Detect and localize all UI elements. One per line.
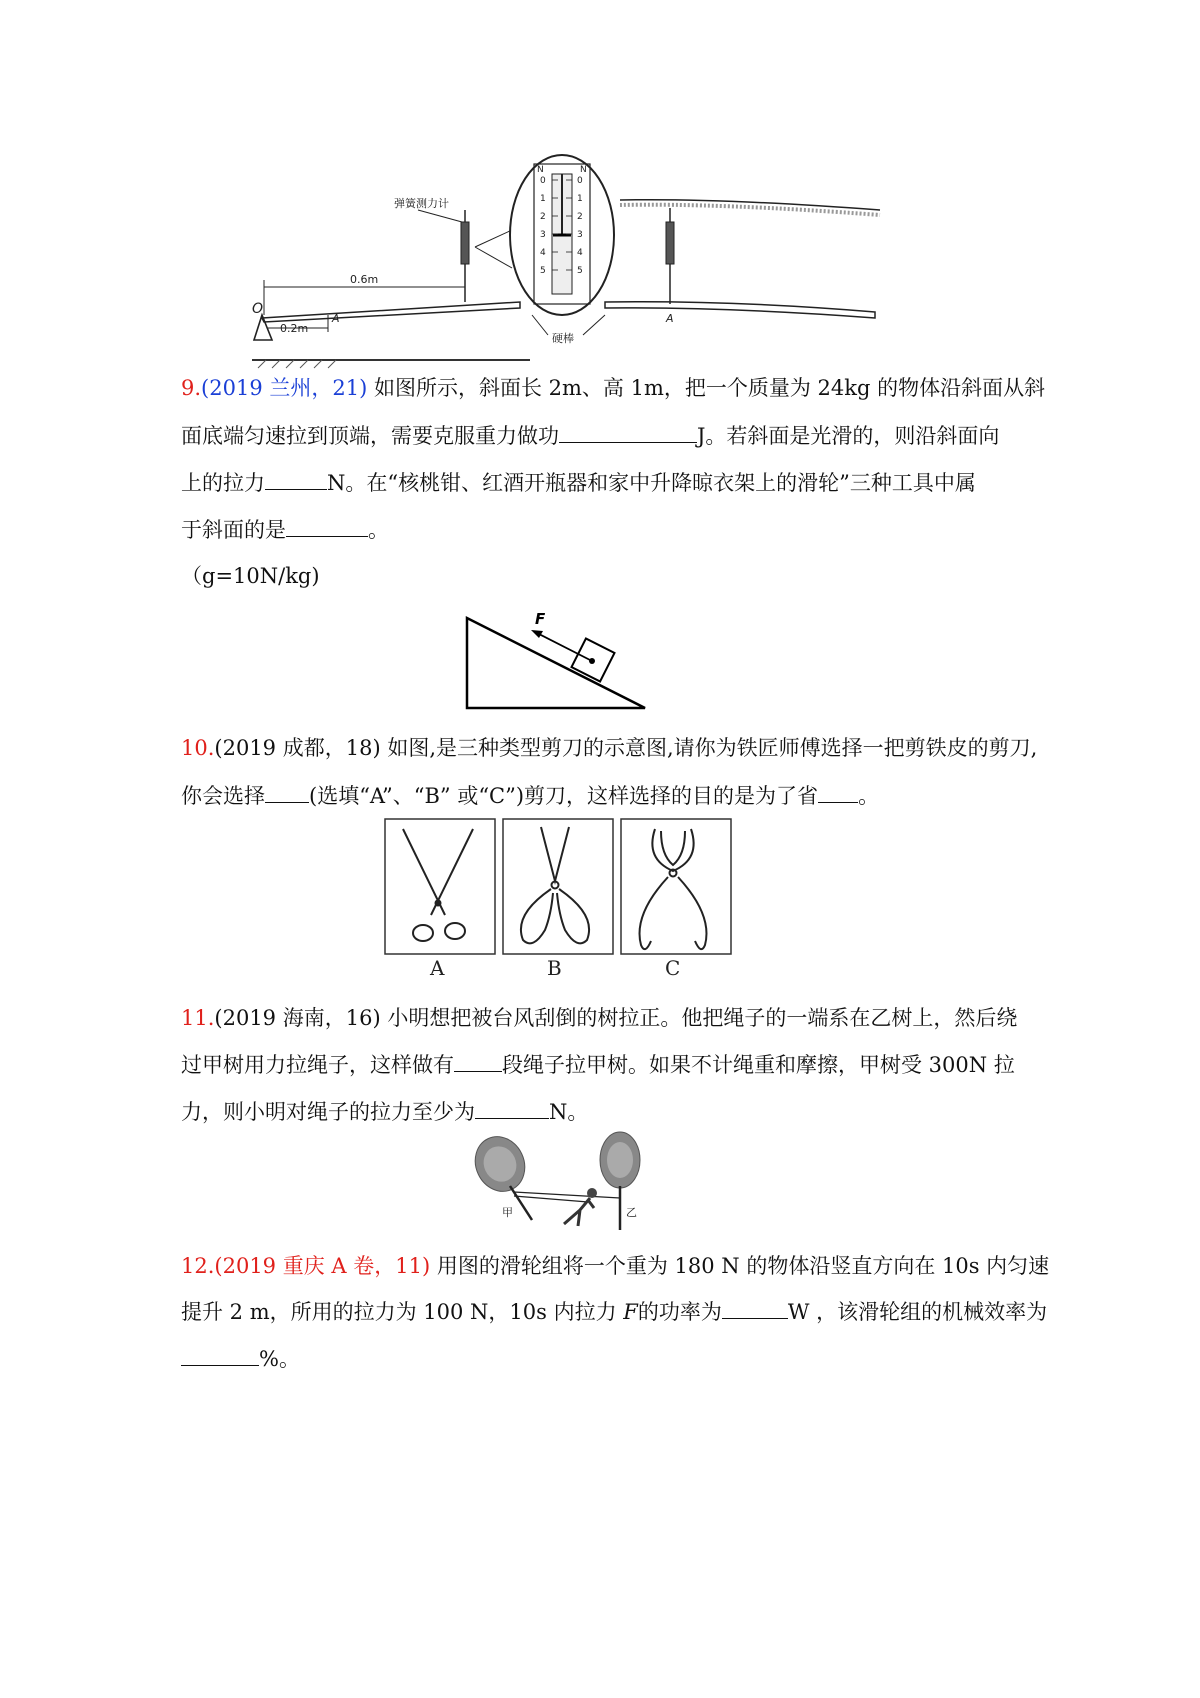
scale-label: 4 — [577, 248, 583, 258]
q9-text-3b: N。在“核桃钳、红酒开瓶器和家中升降晾衣架上的滑轮”三种工具中属 — [327, 471, 976, 495]
q11-number: 11. — [181, 1006, 215, 1030]
scale-label: 2 — [577, 212, 583, 222]
q9-text-2b: J。若斜面是光滑的，则沿斜面向 — [697, 424, 1000, 448]
label-O: O — [252, 301, 264, 317]
q9-text-2a: 面底端匀速拉到顶端，需要克服重力做功 — [181, 424, 559, 448]
scale-label: 3 — [540, 230, 546, 240]
q10-number: 10. — [181, 736, 215, 760]
label-A-left: A — [332, 312, 340, 325]
q9-line-3 — [181, 469, 1041, 497]
answer-blank[interactable] — [559, 422, 697, 443]
q10-line-2 — [181, 782, 1041, 810]
q12-text-2c: W ，该滑轮组的机械效率为 — [787, 1300, 1048, 1324]
scissors-figure — [383, 815, 733, 985]
answer-blank[interactable] — [265, 782, 309, 803]
q11-text-2a: 过甲树用力拉绳子，这样做有 — [181, 1053, 454, 1077]
scale-label: 1 — [540, 194, 546, 204]
scale-label: 4 — [540, 248, 546, 258]
q9-text-3a: 上的拉力 — [181, 471, 265, 495]
q9-line-5: （g=10N/kg) — [181, 564, 320, 588]
answer-blank[interactable] — [181, 1345, 259, 1366]
q11-text-2b: 段绳子拉甲树。如果不计绳重和摩擦，甲树受 300N 拉 — [502, 1053, 1015, 1077]
scissors-b-icon — [521, 827, 589, 943]
q9-number: 9. — [181, 376, 202, 400]
label-jia: 甲 — [502, 1206, 513, 1219]
q9-text-1: 如图所示，斜面长 2m、高 1m，把一个质量为 24kg 的物体沿斜面从斜 — [373, 376, 1046, 400]
lever-figure — [250, 150, 890, 390]
scale-unit-right: N — [580, 165, 587, 175]
q10-text-1: 如图,是三种类型剪刀的示意图,请你为铁匠师傅选择一把剪铁皮的剪刀, — [387, 736, 1038, 760]
label-0.2m: 0.2m — [280, 322, 309, 335]
answer-blank[interactable] — [454, 1051, 502, 1072]
q9-line-2 — [181, 422, 1041, 450]
q10-source: (2019 成都，18) — [214, 736, 381, 760]
incline-figure — [455, 600, 655, 715]
q11-text-1: 小明想把被台风刮倒的树拉正。他把绳子的一端系在乙树上，然后绕 — [387, 1006, 1018, 1030]
scale-unit-left: N — [537, 165, 544, 175]
q11-line-1 — [181, 1004, 1041, 1032]
q12-variable-f: F — [623, 1300, 638, 1324]
answer-blank[interactable] — [722, 1298, 788, 1319]
q12-text-2a: 提升 2 m，所用的拉力为 100 N，10s 内拉力 — [181, 1300, 624, 1324]
q9-text-4b: 。 — [368, 518, 389, 542]
scale-label: 1 — [577, 194, 583, 204]
q10-text-2a: 你会选择 — [181, 784, 265, 808]
scale-label: 5 — [540, 266, 546, 276]
q10-text-2b: (选填“A”、“B” 或“C”)剪刀，这样选择的目的是为了省 — [309, 784, 819, 808]
q12-text-1: 用图的滑轮组将一个重为 180 N 的物体沿竖直方向在 10s 内匀速 — [436, 1254, 1050, 1278]
q11-line-3 — [181, 1098, 1041, 1126]
label-c: C — [665, 956, 681, 980]
scale-label: 5 — [577, 266, 583, 276]
label-a: A — [430, 956, 445, 980]
answer-blank[interactable] — [265, 469, 327, 490]
scale-label: 0 — [577, 176, 583, 186]
label-A-right: A — [666, 312, 674, 325]
trees-figure — [462, 1128, 682, 1233]
scissors-a-icon — [403, 829, 473, 941]
q12-line-2 — [181, 1298, 1048, 1326]
answer-blank[interactable] — [818, 782, 858, 803]
label-rod: 硬棒 — [552, 332, 574, 345]
q11-text-3a: 力，则小明对绳子的拉力至少为 — [181, 1100, 475, 1124]
q12-line-3 — [181, 1345, 1041, 1373]
q9-line-4 — [181, 516, 1041, 544]
label-yi: 乙 — [626, 1206, 637, 1219]
scale-label: 0 — [540, 176, 546, 186]
scale-label: 2 — [540, 212, 546, 222]
q12-text-3b: %。 — [259, 1347, 300, 1371]
q12-source: (2019 重庆 A 卷，11) — [214, 1254, 431, 1278]
answer-blank[interactable] — [286, 516, 368, 537]
q9-text-4a: 于斜面的是 — [181, 518, 286, 542]
q12-number: 12. — [181, 1254, 215, 1278]
q9-line-1 — [181, 374, 1046, 402]
label-b: B — [547, 956, 562, 980]
scale-label: 3 — [577, 230, 583, 240]
q12-line-1 — [181, 1252, 1050, 1280]
q11-source: (2019 海南，16) — [214, 1006, 381, 1030]
q10-text-2c: 。 — [858, 784, 880, 808]
q9-source: (2019 兰州，21) — [201, 376, 368, 400]
label-0.6m: 0.6m — [350, 273, 379, 286]
q10-line-1 — [181, 734, 1041, 762]
label-spring-scale: 弹簧测力计 — [394, 197, 449, 210]
answer-blank[interactable] — [475, 1098, 549, 1119]
label-F: F — [535, 610, 546, 628]
scissors-c-icon — [640, 829, 707, 949]
q11-line-2 — [181, 1051, 1041, 1079]
q12-text-2b: 的功率为 — [637, 1300, 722, 1324]
q11-text-3b: N。 — [549, 1100, 589, 1124]
